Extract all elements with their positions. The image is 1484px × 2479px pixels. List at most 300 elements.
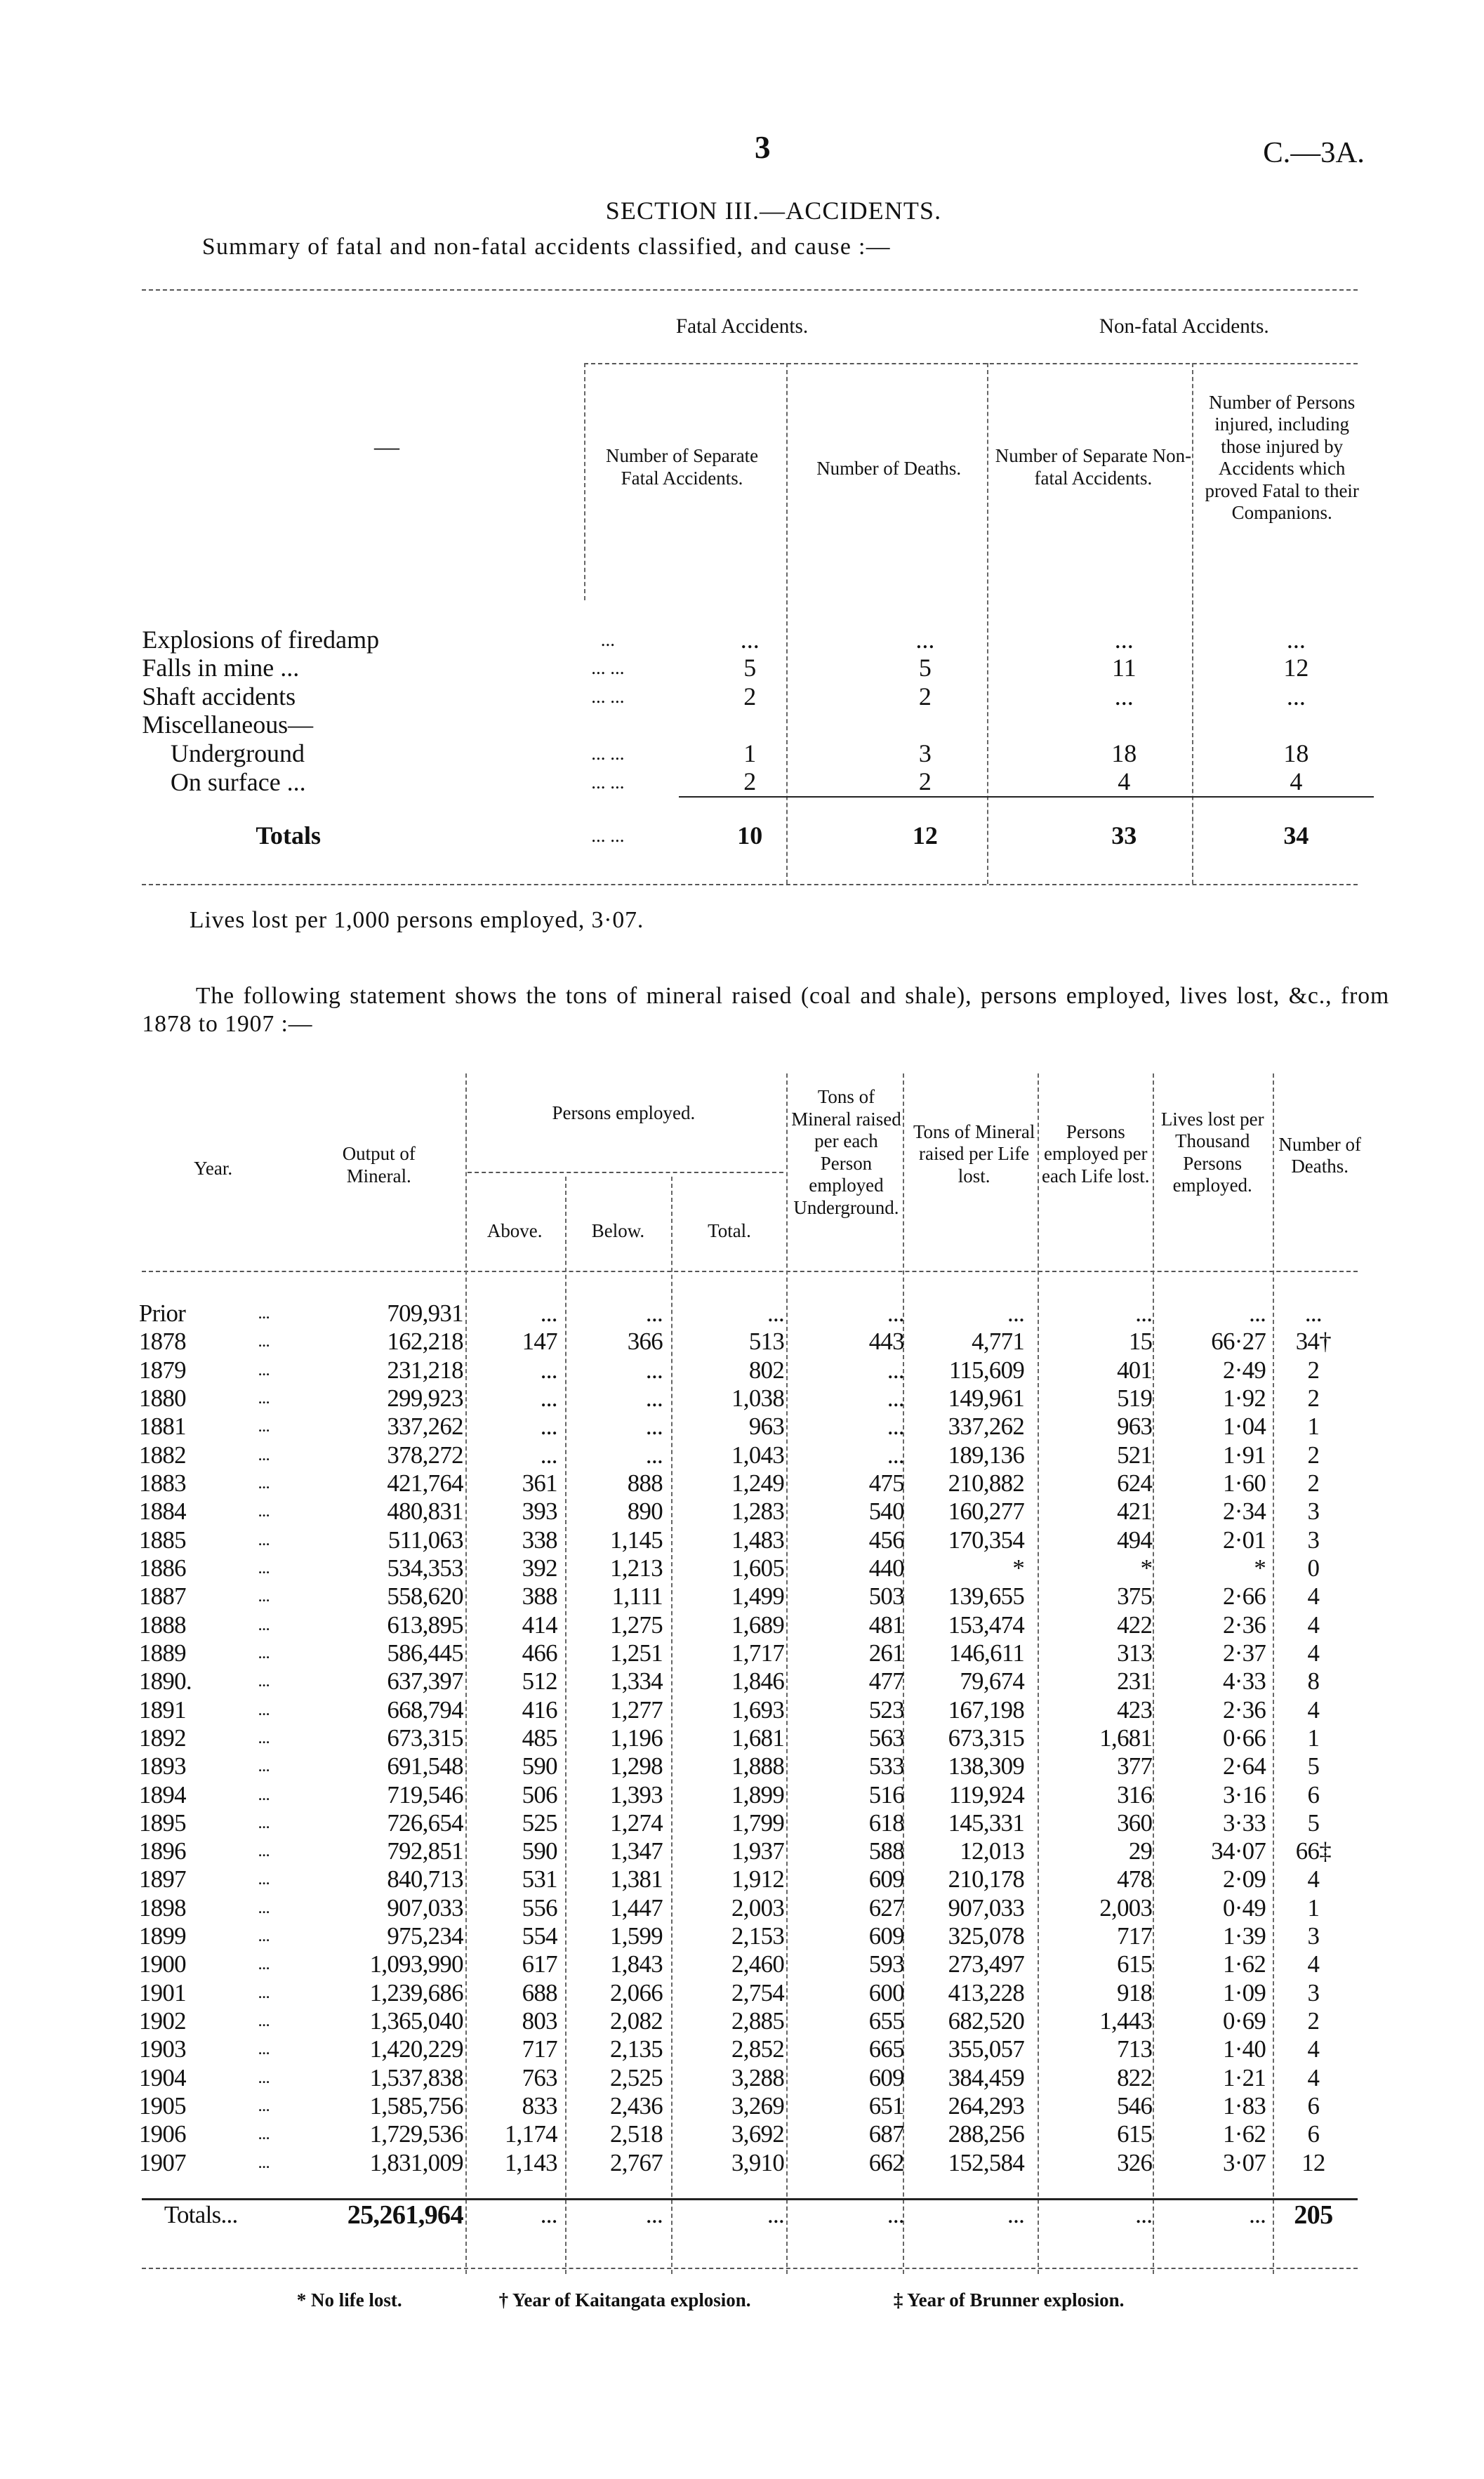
table-cell: 361	[522, 1469, 557, 1497]
table-row	[139, 1696, 1355, 1724]
table-cell: 662	[868, 2148, 904, 2176]
group-fatal: Fatal Accidents.	[675, 315, 809, 338]
table-cell: 3,692	[731, 2120, 785, 2148]
table-cell: 512	[522, 1667, 557, 1695]
leader-dots: ...	[258, 1672, 270, 1691]
table-cell: 0	[1307, 1554, 1320, 1582]
year-cell: 1897	[138, 1865, 186, 1893]
table-cell: 963	[748, 1413, 785, 1441]
table-cell: 888	[627, 1469, 663, 1497]
year-cell: 1883	[138, 1469, 186, 1497]
table-cell: 802	[748, 1356, 785, 1384]
table-row	[139, 1865, 1355, 1893]
table-cell: 355,057	[948, 2035, 1025, 2063]
row-label: Shaft accidents	[142, 682, 296, 710]
table-cell: 525	[522, 1809, 557, 1837]
table-cell: 466	[522, 1639, 557, 1667]
table-cell: 3	[1307, 1526, 1320, 1554]
table-cell: 264,293	[948, 2092, 1025, 2120]
table-cell	[821, 710, 1029, 739]
table-cell: 231,218	[387, 1356, 463, 1384]
leader-dots: ...	[258, 1388, 270, 1408]
leader-dots: ...	[258, 1983, 270, 2002]
table-cell: 337,262	[948, 1413, 1025, 1441]
table-cell: 833	[522, 2092, 557, 2120]
year-cell: 1900	[138, 1950, 186, 1978]
table-cell: 1·92	[1223, 1384, 1266, 1412]
table-cell: 2·64	[1223, 1752, 1266, 1780]
leader-dots: ...	[258, 1700, 270, 1719]
row-label: Underground	[170, 739, 305, 767]
table-cell: 554	[522, 1922, 557, 1950]
totals-cell: ...	[767, 2200, 785, 2228]
table-cell: 3,910	[731, 2148, 785, 2176]
table-cell: 600	[868, 1978, 904, 2007]
table-cell: 2	[918, 682, 932, 710]
table-cell: 1·91	[1223, 1441, 1266, 1469]
table-cell: ...	[540, 1441, 557, 1469]
table-cell	[679, 710, 821, 739]
table-cell: 12	[1283, 654, 1309, 682]
table-cell: 673,315	[387, 1724, 463, 1752]
table-cell: 210,882	[948, 1469, 1025, 1497]
table-cell: 668,794	[387, 1695, 463, 1724]
table-cell: 138,309	[948, 1752, 1025, 1780]
table-cell: 4·33	[1223, 1667, 1266, 1695]
table-cell: 1,717	[731, 1639, 785, 1667]
divider	[142, 884, 1358, 885]
table-cell: 503	[868, 1582, 904, 1611]
totals-cell: 205	[1294, 2200, 1333, 2230]
table-cell: 4	[1307, 1582, 1320, 1611]
table-cell: 1·09	[1223, 1978, 1266, 2007]
table-cell: 443	[868, 1328, 904, 1356]
table-cell: 2·36	[1223, 1611, 1266, 1639]
year-cell: 1901	[138, 1978, 186, 2007]
totals-cell: 12	[821, 797, 1029, 850]
table-cell: 803	[522, 2007, 557, 2035]
table-row	[139, 2149, 1355, 2177]
table-cell: 115,609	[948, 1356, 1025, 1384]
col-header-below: Below.	[591, 1220, 645, 1242]
table-cell: 377	[1117, 1752, 1153, 1780]
table-cell: 519	[1117, 1384, 1153, 1412]
table-cell: 717	[522, 2035, 557, 2063]
table-cell: 2,518	[610, 2120, 663, 2148]
year-cell: 1891	[138, 1695, 186, 1724]
table-cell: 149,961	[948, 1384, 1025, 1412]
table-cell: 4	[1307, 1611, 1320, 1639]
table-cell: ...	[887, 1299, 904, 1327]
table-row	[139, 2007, 1355, 2035]
table-cell: 687	[868, 2120, 904, 2148]
table-cell: 273,497	[948, 1950, 1025, 1978]
table-cell: 338	[522, 1526, 557, 1554]
year-cell: 1904	[138, 2063, 186, 2091]
table-cell: 18	[1283, 739, 1309, 767]
table-cell: ...	[540, 1413, 557, 1441]
table-cell: 651	[868, 2092, 904, 2120]
table-cell: 918	[1117, 1978, 1153, 2007]
table-cell: 2,436	[610, 2092, 663, 2120]
table-cell: 4	[1307, 2063, 1320, 2091]
table-cell: 210,178	[948, 1865, 1025, 1893]
table-cell: 2·66	[1223, 1582, 1266, 1611]
divider	[142, 1271, 1358, 1272]
table-row	[139, 1950, 1355, 1978]
table-cell: 618	[868, 1809, 904, 1837]
table-cell: 4,771	[972, 1328, 1025, 1356]
table-cell: 3·07	[1223, 2148, 1266, 2176]
table-cell: 1,537,838	[369, 2063, 463, 2091]
table-cell: 2	[1307, 1441, 1320, 1469]
col-header-total: Total.	[708, 1220, 751, 1242]
table-cell: 1,912	[731, 1865, 785, 1893]
year-cell: 1880	[138, 1384, 186, 1412]
leader-dots: ... ...	[591, 742, 625, 764]
table-cell: 1·40	[1223, 2035, 1266, 2063]
table-cell: 1,605	[731, 1554, 785, 1582]
table-cell: 139,655	[948, 1582, 1025, 1611]
table-cell: 2·36	[1223, 1695, 1266, 1724]
table-cell: 513	[748, 1328, 785, 1356]
totals-label: Totals...	[164, 2200, 238, 2228]
table-cell: 586,445	[387, 1639, 463, 1667]
table-row	[139, 2035, 1355, 2063]
table-cell: 29	[1128, 1837, 1153, 1865]
table-row	[139, 1667, 1355, 1695]
table-row	[139, 1922, 1355, 1950]
table-cell: 313	[1117, 1639, 1153, 1667]
table-cell: 421,764	[387, 1469, 463, 1497]
table-cell: 593	[868, 1950, 904, 1978]
table-cell: 422	[1117, 1611, 1153, 1639]
table-cell: 2·09	[1223, 1865, 1266, 1893]
leader-dots: ...	[258, 1898, 270, 1917]
year-cell: 1886	[138, 1554, 186, 1582]
table-cell	[1219, 710, 1373, 739]
table-cell: 6	[1307, 2120, 1320, 2148]
table-cell: 261	[868, 1639, 904, 1667]
table-cell: 3,269	[731, 2092, 785, 2120]
table-cell: ...	[645, 1441, 663, 1469]
table-cell: 11	[1111, 654, 1137, 682]
table-cell: 726,654	[387, 1809, 463, 1837]
table-cell: 15	[1128, 1328, 1153, 1356]
table-cell: 316	[1117, 1780, 1153, 1809]
table-cell: 1·83	[1223, 2092, 1266, 2120]
divider	[142, 289, 1358, 291]
table-cell: 506	[522, 1780, 557, 1809]
leader-dots: ...	[258, 1587, 270, 1606]
table-cell: 3·16	[1223, 1780, 1266, 1809]
table-cell: 1,038	[731, 1384, 785, 1412]
totals-cell: ...	[1249, 2200, 1266, 2228]
table-cell: 709,931	[387, 1299, 463, 1327]
table-cell: ...	[1114, 682, 1134, 710]
year-cell: 1907	[138, 2148, 186, 2176]
table-cell: 299,923	[387, 1384, 463, 1412]
table-cell: 401	[1117, 1356, 1153, 1384]
table-cell: 4	[1307, 1865, 1320, 1893]
table-cell: 531	[522, 1865, 557, 1893]
leader-dots: ...	[258, 1558, 270, 1578]
table-cell: 1,277	[610, 1695, 663, 1724]
table-cell: *	[1012, 1554, 1025, 1582]
table-cell: 2	[1307, 1356, 1320, 1384]
table-cell: 590	[522, 1752, 557, 1780]
table-row	[142, 767, 1373, 796]
table-cell: 0·49	[1223, 1893, 1266, 1922]
table-cell: 673,315	[948, 1724, 1025, 1752]
leader-dots: ...	[258, 2011, 270, 2031]
totals-cell: ...	[1007, 2200, 1025, 2228]
table-cell: 3·33	[1223, 1809, 1266, 1837]
year-cell: Prior	[138, 1299, 186, 1327]
leader-dots: ... ...	[591, 685, 625, 707]
leader-dots: ...	[258, 1502, 270, 1521]
table-cell: 1,443	[1099, 2007, 1153, 2035]
table-cell: 556	[522, 1893, 557, 1922]
table-row	[139, 1384, 1355, 1413]
table-cell: 1,365,040	[369, 2007, 463, 2035]
table-cell: 147	[522, 1328, 557, 1356]
table-row	[142, 626, 1373, 654]
table-cell: 475	[868, 1469, 904, 1497]
totals-cell: ...	[645, 2200, 663, 2228]
divider	[584, 363, 1358, 364]
table-row	[142, 739, 1373, 767]
leader-dots: ...	[258, 1955, 270, 1974]
table-cell: *	[1140, 1554, 1153, 1582]
year-cell: 1898	[138, 1893, 186, 1922]
table-cell: 627	[868, 1893, 904, 1922]
table-cell: 1,693	[731, 1695, 785, 1724]
table-cell: ...	[645, 1384, 663, 1412]
table-cell: 4	[1290, 767, 1303, 796]
table-cell: 34†	[1295, 1328, 1332, 1356]
table-cell: 1,681	[731, 1724, 785, 1752]
year-cell: 1890.	[138, 1667, 192, 1695]
year-cell: 1887	[138, 1582, 186, 1611]
table-cell: 1,831,009	[369, 2148, 463, 2176]
spacer	[239, 2177, 288, 2253]
table-cell: 388	[522, 1582, 557, 1611]
totals-row	[139, 2177, 1355, 2253]
table-cell: 360	[1117, 1809, 1153, 1837]
table-cell: 609	[868, 1865, 904, 1893]
table-cell: 5	[918, 654, 932, 682]
table-cell: *	[1254, 1554, 1266, 1582]
table-cell: 2,135	[610, 2035, 663, 2063]
table-cell: 615	[1117, 2120, 1153, 2148]
table-cell: 2,460	[731, 1950, 785, 1978]
table-cell: 119,924	[948, 1780, 1025, 1809]
table-cell: 1,145	[610, 1526, 663, 1554]
footnote-no-life-lost: * No life lost.	[296, 2289, 402, 2311]
table-cell: 1,111	[611, 1582, 663, 1611]
totals-label: Totals	[256, 821, 321, 850]
table-cell: 1,275	[610, 1611, 663, 1639]
page-number: 3	[755, 130, 771, 166]
table-cell: 2·49	[1223, 1356, 1266, 1384]
table-cell: 613,895	[387, 1611, 463, 1639]
table-row	[139, 1979, 1355, 2007]
table-cell	[1029, 710, 1219, 739]
table-cell: 609	[868, 2063, 904, 2091]
table-cell: 907,033	[387, 1893, 463, 1922]
table-cell: 2·34	[1223, 1498, 1266, 1526]
year-cell: 1879	[138, 1356, 186, 1384]
table-cell: 1,347	[610, 1837, 663, 1865]
table-cell: ...	[1007, 1299, 1025, 1327]
table-cell: 1,843	[610, 1950, 663, 1978]
table-cell: 1,599	[610, 1922, 663, 1950]
table-cell: 2,003	[1099, 1893, 1153, 1922]
leader-dots: ...	[258, 1842, 270, 1861]
section-title: SECTION III.—ACCIDENTS.	[605, 196, 942, 225]
year-cell: 1892	[138, 1724, 186, 1752]
table-cell: 688	[522, 1978, 557, 2007]
year-cell: 1903	[138, 2035, 186, 2063]
table-cell: 326	[1117, 2148, 1153, 2176]
table-cell: 1,393	[610, 1780, 663, 1809]
table-cell: 3	[918, 739, 932, 767]
leader-dots: ...	[258, 1473, 270, 1493]
table-cell: 337,262	[387, 1413, 463, 1441]
table-cell: 719,546	[387, 1780, 463, 1809]
totals-cell: ...	[540, 2200, 557, 2228]
leader-dots: ...	[258, 1303, 270, 1323]
table-row	[139, 1526, 1355, 1554]
table-cell: 152,584	[948, 2148, 1025, 2176]
table-cell: 822	[1117, 2063, 1153, 2091]
col-header-above: Above.	[486, 1220, 543, 1242]
leader-dots	[537, 710, 679, 739]
table-cell: 392	[522, 1554, 557, 1582]
table-row	[139, 1554, 1355, 1582]
table-cell: 2,066	[610, 1978, 663, 2007]
table-cell: 1,239,686	[369, 1978, 463, 2007]
table-cell: 478	[1117, 1865, 1153, 1893]
table-row	[139, 1328, 1355, 1356]
totals-cell: 33	[1029, 797, 1219, 850]
table-cell: 325,078	[948, 1922, 1025, 1950]
table-cell: 153,474	[948, 1611, 1025, 1639]
table-cell: 1,213	[610, 1554, 663, 1582]
table-row	[139, 1413, 1355, 1441]
table-cell: 231	[1117, 1667, 1153, 1695]
table-cell: 1,888	[731, 1752, 785, 1780]
totals-cell: ...	[887, 2200, 904, 2228]
year-cell: 1878	[138, 1328, 186, 1356]
year-cell: 1895	[138, 1809, 186, 1837]
accidents-summary-table	[142, 626, 1373, 850]
table-cell: 2,754	[731, 1978, 785, 2007]
totals-cell: 25,261,964	[347, 2200, 463, 2230]
table-cell: 66·27	[1211, 1328, 1266, 1356]
table-cell: 3	[1307, 1978, 1320, 2007]
totals-cell: ...	[1135, 2200, 1153, 2228]
table-cell: 617	[522, 1950, 557, 1978]
table-cell: 2	[743, 682, 757, 710]
col-header-output: Output of Mineral.	[342, 1143, 416, 1186]
table-cell: 1,334	[610, 1667, 663, 1695]
table-cell: 975,234	[387, 1922, 463, 1950]
table-cell: 481	[868, 1611, 904, 1639]
table-cell: ...	[887, 1441, 904, 1469]
table-cell: 1,447	[610, 1893, 663, 1922]
table-cell: 485	[522, 1724, 557, 1752]
table-cell: 480,831	[387, 1498, 463, 1526]
table-cell: 624	[1117, 1469, 1153, 1497]
table-cell: 1·62	[1223, 2120, 1266, 2148]
table-row	[139, 1894, 1355, 1922]
year-cell: 1889	[138, 1639, 186, 1667]
year-cell: 1899	[138, 1922, 186, 1950]
col-header-year: Year.	[194, 1157, 233, 1179]
table-cell: ...	[540, 1384, 557, 1412]
table-cell: 413,228	[948, 1978, 1025, 2007]
table-cell: 2	[1307, 1384, 1320, 1412]
table-row	[139, 1837, 1355, 1865]
table-cell: 511,063	[387, 1526, 463, 1554]
leader-dots: ...	[258, 1813, 270, 1832]
leader-dots: ...	[258, 1870, 270, 1889]
table-cell: 160,277	[948, 1498, 1025, 1526]
table-cell: 423	[1117, 1695, 1153, 1724]
year-cell: 1888	[138, 1611, 186, 1639]
col-header-separate-nonfatal: Number of Separate Non-fatal Accidents.	[995, 445, 1192, 489]
table-cell: 414	[522, 1611, 557, 1639]
table-row	[139, 1639, 1355, 1667]
table-cell: 18	[1111, 739, 1137, 767]
row-label: Explosions of firedamp	[142, 625, 380, 654]
table-cell: 4	[1307, 1695, 1320, 1724]
totals-row	[142, 797, 1373, 850]
table-row	[139, 1781, 1355, 1809]
table-cell: 1,689	[731, 1611, 785, 1639]
table-cell: 12,013	[960, 1837, 1025, 1865]
summary-caption: Summary of fatal and non-fatal accidents classified, and cause :—	[201, 233, 891, 260]
table-cell: 890	[627, 1498, 663, 1526]
table-cell: 4	[1307, 1639, 1320, 1667]
table-row	[142, 654, 1373, 682]
table-cell: 3	[1307, 1922, 1320, 1950]
table-cell: 477	[868, 1667, 904, 1695]
footnote-kaitangata: † Year of Kaitangata explosion.	[498, 2289, 751, 2311]
table-cell: 1·62	[1223, 1950, 1266, 1978]
table-cell: ...	[1249, 1299, 1266, 1327]
table-cell: 546	[1117, 2092, 1153, 2120]
leader-dots: ...	[258, 1417, 270, 1436]
table-cell: ...	[645, 1356, 663, 1384]
table-cell: 1	[1307, 1413, 1320, 1441]
table-cell: 416	[522, 1695, 557, 1724]
table-cell: 1,499	[731, 1582, 785, 1611]
table-cell: 840,713	[387, 1865, 463, 1893]
table-cell: 8	[1307, 1667, 1320, 1695]
col-header-deaths: Number of Deaths.	[1278, 1133, 1361, 1177]
table-row	[139, 2092, 1355, 2120]
table-cell: 3	[1307, 1498, 1320, 1526]
table-cell: ...	[540, 1299, 557, 1327]
table-cell: 963	[1117, 1413, 1153, 1441]
table-cell: 34·07	[1211, 1837, 1266, 1865]
table-cell: 0·66	[1223, 1724, 1266, 1752]
col-header-separate-fatal: Number of Separate Fatal Accidents.	[605, 445, 759, 489]
table-cell: 1,174	[504, 2120, 557, 2148]
